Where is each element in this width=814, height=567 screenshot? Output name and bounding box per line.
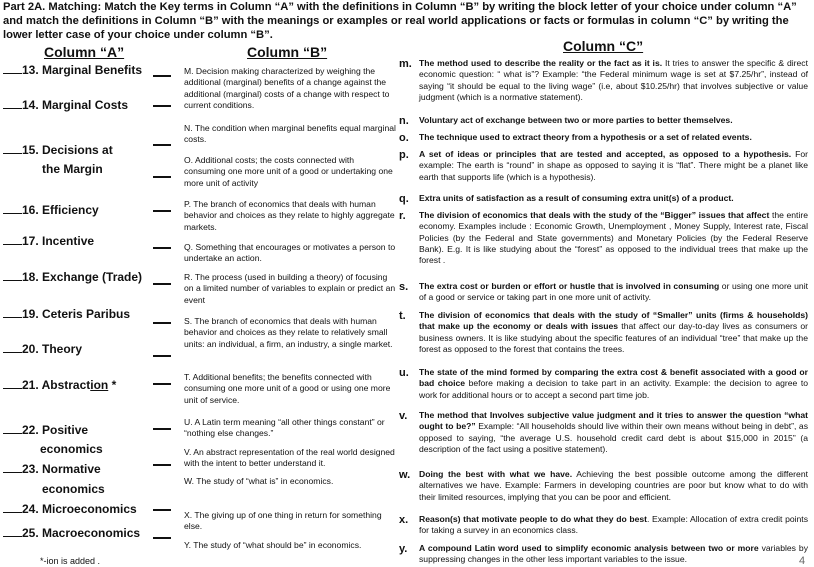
term-19: 19. Ceteris Paribus	[3, 305, 130, 324]
answer-line-b[interactable]	[153, 144, 171, 146]
answer-line-b[interactable]	[153, 537, 171, 539]
meaning-x: Reason(s) that motivate people to do what they do best. Example: Allocation of extra credit points for taking a survey in an economics class.	[419, 514, 808, 536]
answer-line-b[interactable]	[153, 464, 171, 466]
answer-line-b[interactable]	[153, 428, 171, 430]
item-letter-v: v.	[399, 410, 408, 422]
term-16: 16. Efficiency	[3, 201, 99, 220]
item-letter-u: u.	[399, 367, 409, 379]
answer-blank[interactable]	[3, 202, 22, 214]
item-letter-q: q.	[399, 193, 409, 205]
definition-x: X. The giving up of one thing in return for something else.	[184, 510, 382, 532]
answer-line-b[interactable]	[153, 355, 171, 357]
answer-blank[interactable]	[3, 341, 22, 353]
term-14: 14. Marginal Costs	[3, 96, 128, 115]
meaning-u: The state of the mind formed by comparing the extra cost & benefit associated with a good or bad choice before making a decision to take part in an activity. Example: the decision to agree to work for additional hours or to accept a second part time job.	[419, 367, 809, 400]
term-23-cont: economics	[42, 482, 105, 496]
item-letter-y: y.	[399, 543, 408, 555]
definition-u: U. A Latin term meaning “all other things constant” or “nothing else changes.”	[184, 417, 385, 439]
definition-m: M. Decision making characterized by weighing the additional (marginal) benefits of a change against the additional (marginal) costs of a change with respect to current conditions.	[184, 66, 390, 110]
answer-line-b[interactable]	[153, 105, 171, 107]
item-letter-x: x.	[399, 514, 409, 526]
definition-r: R. The process (used in building a theory) of focusing on a limited number of variables to explain or predict an event	[184, 272, 396, 305]
answer-blank[interactable]	[3, 233, 22, 245]
answer-blank[interactable]	[3, 306, 22, 318]
meaning-r: The division of economics that deals with the study of the “Bigger” issues that affect the entire economy. Examples include : Economic Growth, Unemployment , Money Supply, Interest rate, Fiscal Policies (by the Federal and State governments) and Monetary Policies (by the Federal Reserve Bank). E.g. It is like studying about the “forest” as opposed to the individual trees that make up the forest .	[419, 210, 808, 266]
term-23: 23. Normative	[3, 460, 101, 479]
definition-t: T. Additional benefits; the benefits connected with consuming one more unit of a good or using one more unit of service.	[184, 372, 391, 405]
item-letter-r: r.	[399, 210, 406, 222]
answer-blank[interactable]	[3, 501, 22, 513]
answer-line-b[interactable]	[153, 75, 171, 77]
meaning-w: Doing the best with what we have. Achieving the best possible outcome among the different alternatives we have. Example: Farmers in developing countries are poor but know what to do with their limited resources, implying that you can be poor and efficient.	[419, 469, 808, 502]
answer-line-b[interactable]	[153, 509, 171, 511]
footnote: *-ion is added .	[40, 556, 101, 566]
answer-line-b[interactable]	[153, 176, 171, 178]
term-13: 13. Marginal Benefits	[3, 61, 142, 80]
term-22: 22. Positive	[3, 421, 88, 440]
answer-blank[interactable]	[3, 97, 22, 109]
answer-line-b[interactable]	[153, 322, 171, 324]
item-letter-w: w.	[399, 469, 411, 481]
meaning-m: The method used to describe the reality or the fact as it is. It tries to answer the specific & direct economic question: “ what is”? Example: “the Federal minimum wage is set at $7.25/hr”, instead of saying “it should be equal to the living wage” (i.e, about $10.25/hr) that involves subjective or value judgment (which is a normative statement).	[419, 58, 808, 102]
item-letter-n: n.	[399, 115, 409, 127]
meaning-q: Extra units of satisfaction as a result of consuming extra unit(s) of a product.	[419, 193, 734, 203]
answer-blank[interactable]	[3, 142, 22, 154]
definition-w: W. The study of “what is” in economics.	[184, 476, 334, 486]
definition-n: N. The condition when marginal benefits equal marginal costs.	[184, 123, 396, 145]
term-18: 18. Exchange (Trade)	[3, 268, 142, 287]
term-17: 17. Incentive	[3, 232, 94, 251]
term-25: 25. Macroeconomics	[3, 524, 140, 543]
item-letter-s: s.	[399, 281, 409, 293]
definition-q: Q. Something that encourages or motivates a person to undertake an action.	[184, 242, 396, 264]
meaning-y: A compound Latin word used to simplify economic analysis between two or more variables by suppressing changes in the other less important variables to the issue.	[419, 543, 808, 565]
meaning-p: A set of ideas or principles that are tested and accepted, as opposed to a hypothesis. For example: The earth is “round” in shape as opposed to saying it is “flat”. There might be a planet like earth that supports life (which is a hypothesis).	[419, 149, 809, 182]
column-c-heading: Column “C”	[563, 38, 644, 54]
item-letter-m: m.	[399, 58, 412, 70]
answer-blank[interactable]	[3, 62, 22, 74]
term-24: 24. Microeconomics	[3, 500, 137, 519]
item-letter-t: t.	[399, 310, 406, 322]
definition-v: V. An abstract representation of the real world designed with the intent to better understand it.	[184, 447, 395, 469]
item-letter-p: p.	[399, 149, 409, 161]
meaning-o: The technique used to extract theory from a hypothesis or a set of related events.	[419, 132, 752, 142]
answer-line-b[interactable]	[153, 283, 171, 285]
column-b-heading: Column “B”	[247, 44, 328, 60]
meaning-n: Voluntary act of exchange between two or more parties to better themselves.	[419, 115, 733, 125]
column-a-heading: Column “A”	[44, 44, 125, 60]
meaning-s: The extra cost or burden or effort or hustle that is involved in consuming or using one more unit of a good or service or taking part in one more unit of activity.	[419, 281, 809, 303]
definition-s: S. The branch of economics that deals with human behavior and choices as they relate to relatively small units: an individual, a firm, an industry, a single market.	[184, 316, 393, 349]
definition-o: O. Additional costs; the costs connected with consuming one more unit of a good or undertaking one more unit of activity	[184, 155, 393, 188]
answer-blank[interactable]	[3, 422, 22, 434]
item-letter-o: o.	[399, 132, 409, 144]
term-15-cont: the Margin	[42, 162, 103, 176]
answer-line-b[interactable]	[153, 247, 171, 249]
answer-line-b[interactable]	[153, 383, 171, 385]
answer-blank[interactable]	[3, 525, 22, 537]
answer-blank[interactable]	[3, 461, 22, 473]
term-22-cont: economics	[40, 442, 103, 456]
meaning-v: The method that Involves subjective value judgment and it tries to answer the question “what ought to be?” Example: “All households should live within their own means without being in debt”, as opposed to saying, “the average U.S. household credit card debt is about $15,000 in 2015” (a description of the fact using a positive statement).	[419, 410, 808, 454]
instructions-header: Part 2A. Matching: Match the Key terms in Column “A” with the definitions in Column “B” by writing the block letter of your choice under column “A” and match the definitions in Column “B” with the meanings or examples or real world applications or facts or formulas in column “C” by writing the lower letter case of your choice under column “B”.	[3, 1, 797, 41]
term-20: 20. Theory	[3, 340, 82, 359]
answer-blank[interactable]	[3, 269, 22, 281]
term-21: 21. Abstraction *	[3, 376, 116, 395]
answer-blank[interactable]	[3, 377, 22, 389]
term-15: 15. Decisions at	[3, 141, 113, 160]
page-number: 4	[799, 555, 806, 567]
definition-y: Y. The study of “what should be” in economics.	[184, 540, 362, 550]
answer-line-b[interactable]	[153, 210, 171, 212]
meaning-t: The division of economics that deals with the study of “Smaller” units (firms & households) that make up the economy or deals with issues that affect our day-to-day lives as consumers or business owners. It is like studying about the specific features of an individual “tree” that make up the forest as opposed to the forest that contains the trees.	[419, 310, 808, 354]
definition-p: P. The branch of economics that deals with human behavior and choices as they relate to highly aggregate markets.	[184, 199, 395, 232]
